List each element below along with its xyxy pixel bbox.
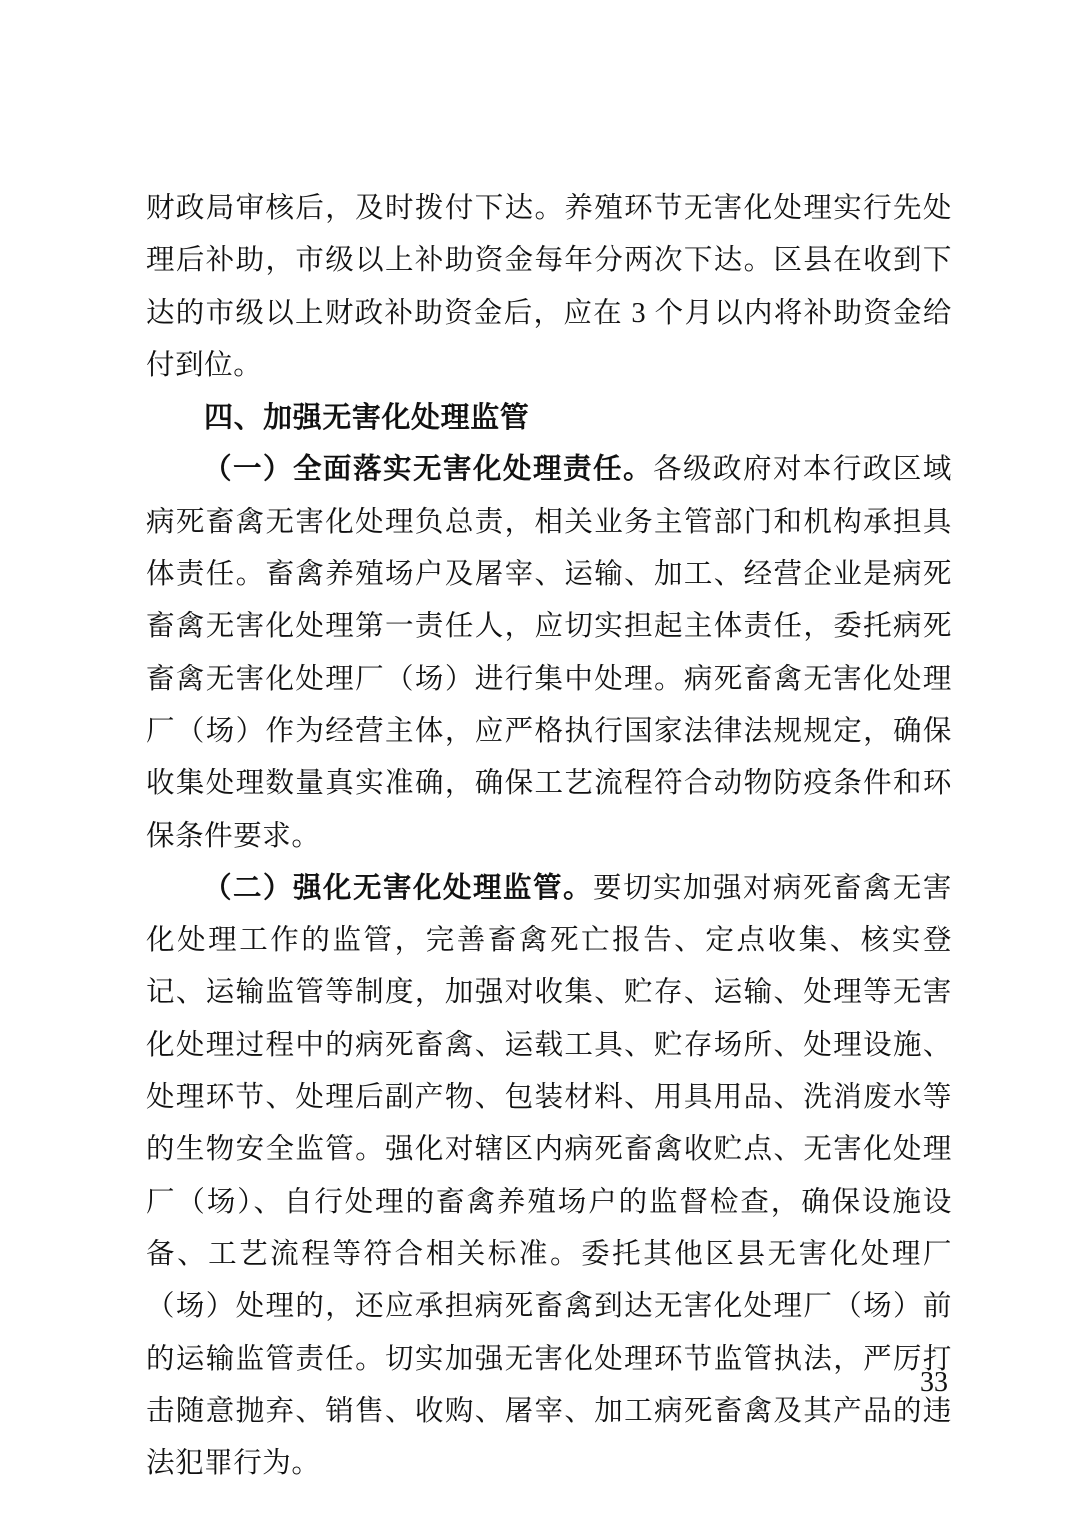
paragraph-item-1 [146, 444, 952, 862]
paragraph-1-body: 各级政府对本行政区域病死畜禽无害化处理负总责，相关业务主管部门和机构承担具体责任。畜禽养殖场户及屠宰、运输、加工、经营企业是病死畜禽无害化处理第一责任人，应切实担起主体责任，委托病死畜禽无害化处理厂（场）进行集中处理。病死畜禽无害化处理厂（场）作为经营主体，应严格执行国家法律法规规定，确保收集处理数量真实准确，确保工艺流程符合动物防疫条件和环保条件要求。 [146, 454, 952, 852]
document-content [146, 183, 952, 1490]
paragraph-continuation: 财政局审核后，及时拨付下达。养殖环节无害化处理实行先处理后补助，市级以上补助资金每年分两次下达。区县在收到下达的市级以上财政补助资金后，应在 3 个月以内将补助资金给付到位。 [146, 193, 952, 381]
paragraph-2-lead: （二）强化无害化处理监管。 [203, 872, 593, 904]
section-heading: 四、加强无害化处理监管 [204, 402, 530, 435]
page-number: 33 [920, 1367, 948, 1398]
paragraph-1-lead: （一）全面落实无害化处理责任。 [203, 454, 653, 486]
paragraph-2-body: 要切实加强对病死畜禽无害化处理工作的监管，完善畜禽死亡报告、定点收集、核实登记、运输监管等制度，加强对收集、贮存、运输、处理等无害化处理过程中的病死畜禽、运载工具、贮存场所、处理设施、处理环节、处理后副产物、包装材料、用具用品、洗消废水等的生物安全监管。强化对辖区内病死畜禽收贮点、无害化处理厂（场）、自行处理的畜禽养殖场户的监督检查，确保设施设备、工艺流程等符合相关标准。委托其他区县无害化处理厂（场）处理的，还应承担病死畜禽到达无害化处理厂（场）前的运输监管责任。切实加强无害化处理环节监管执法，严厉打击随意抛弃、销售、收购、屠宰、加工病死畜禽及其产品的违法犯罪行为。 [146, 872, 953, 1480]
paragraph-item-2 [146, 863, 952, 1491]
